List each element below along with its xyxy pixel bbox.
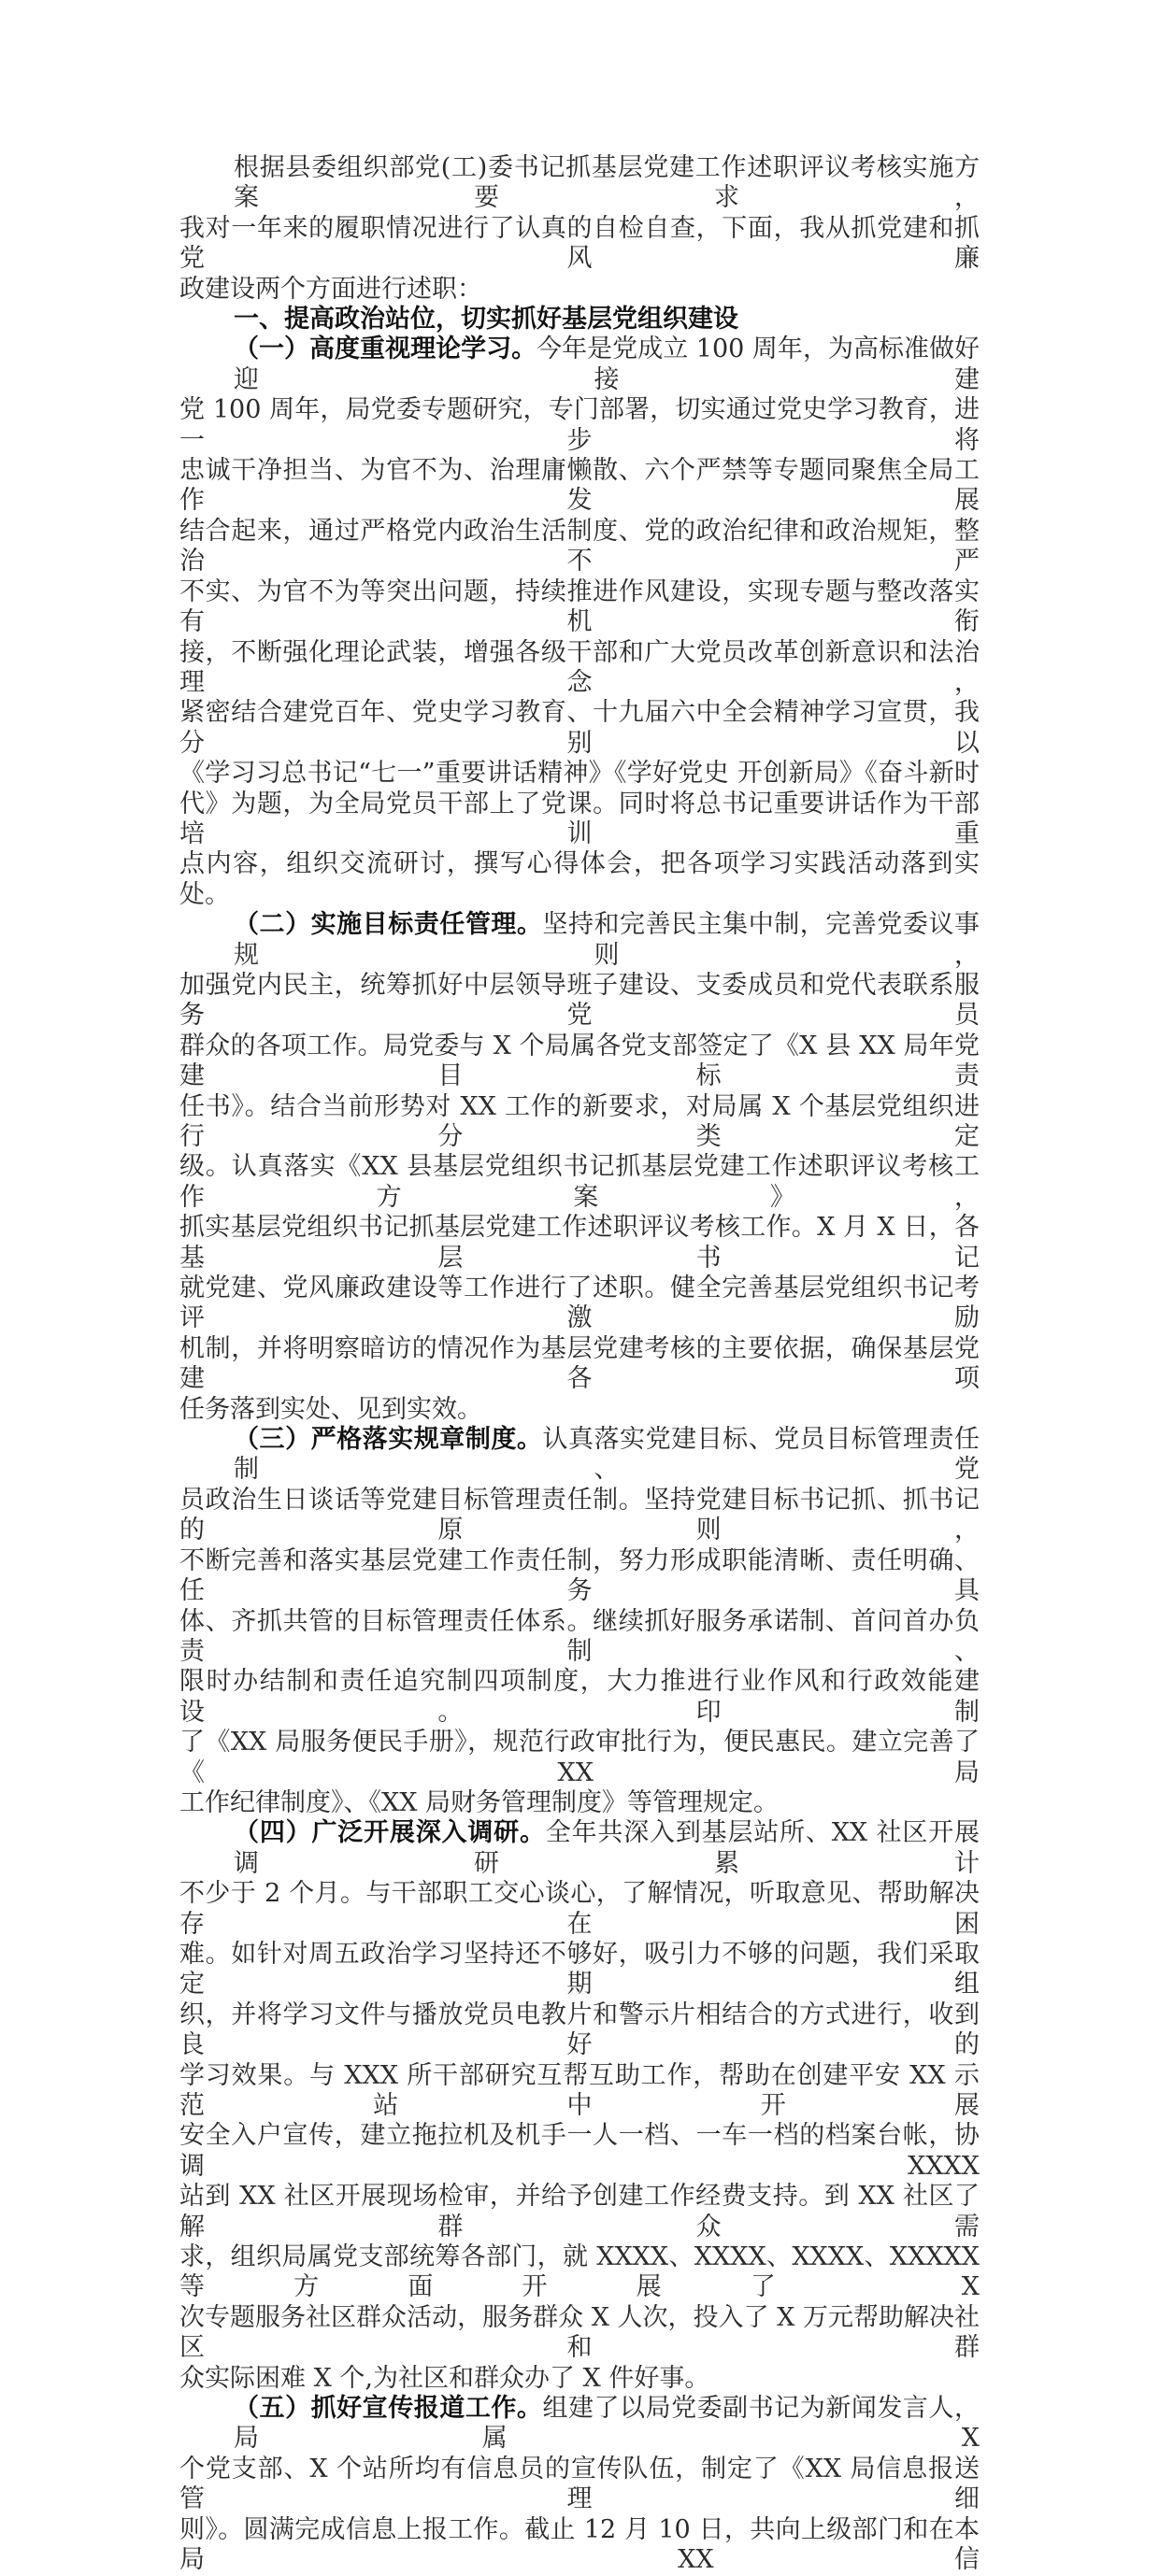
text-line: 工作纪律制度》、《XX 局财务管理制度》等管理规定。 (179, 1787, 780, 1817)
text-line: 求，组织局属党支部统筹各部门，就 XXXX、XXXX、XXXX、XXXXX 等方面开展了 X (179, 2242, 980, 2302)
subsection-paragraph (179, 334, 980, 910)
text-line (179, 910, 980, 971)
text-line: 个党支部、X 个站所均有信息员的宣传队伍，制定了《XX 局信息报送管理细 (179, 2454, 980, 2514)
text-line: 任务落到实处、见到实效。 (179, 1394, 482, 1424)
text-line: 次专题服务社区群众活动，服务群众 X 人次，投入了 X 万元帮助解决社区和群 (179, 2302, 980, 2363)
text-line: 任书》。结合当前形势对 XX 工作的新要求，对局属 X 个基层党组织进行分类定 (179, 1091, 980, 1151)
subsection-paragraph (179, 910, 980, 1425)
text-line: 结合起来，通过严格党内政治生活制度、党的政治纪律和政治规矩，整治不严 (179, 516, 980, 576)
text-line: 不实、为官不为等突出问题，持续推进作风建设，实现专题与整改落实有机衔 (179, 576, 980, 637)
text-line: 限时办结制和责任追究制四项制度，大力推进行业作风和行政效能建设。印制 (179, 1667, 980, 1727)
document-body (179, 153, 980, 2576)
text-line: 学习效果。与 XXX 所干部研究互帮互助工作，帮助在创建平安 XX 示范站中开展 (179, 2060, 980, 2120)
subsection-title: （一）高度重视理论学习。 (234, 334, 537, 364)
text-line: 《学习习总书记“七一”重要讲话精神》《学好党史 开创新局》《奋斗新时 (179, 759, 980, 789)
text-run: 认真落实党建目标、党员目标管理责任制、党 (234, 1425, 980, 1485)
text-line: 众实际困难 X 个,为社区和群众办了 X 件好事。 (179, 2363, 710, 2393)
text-line: 难。如针对周五政治学习坚持还不够好，吸引力不够的问题，我们采取定期组 (179, 1939, 980, 2000)
text-line: 我对一年来的履职情况进行了认真的自检自查，下面，我从抓党建和抓党风廉 (179, 213, 980, 274)
text-line (179, 1425, 980, 1486)
subsection-title: （五）抓好宣传报道工作。 (234, 2394, 543, 2424)
text-run: 坚持和完善民主集中制，完善党委议事规则， (234, 910, 980, 970)
text-line: 不少于 2 个月。与干部职工交心谈心，了解情况，听取意见、帮助解决存在困 (179, 1879, 980, 1939)
subsection-title: （二）实施目标责任管理。 (234, 910, 543, 940)
subsection-paragraph (179, 1425, 980, 1818)
text-line: 忠诚干净担当、为官不为、治理庸懒散、六个严禁等专题同聚焦全局工作发展 (179, 456, 980, 516)
text-line: 了《XX 局服务便民手册》，规范行政审批行为，便民惠民。建立完善了《XX 局 (179, 1728, 980, 1787)
text-line: 则》。圆满完成信息上报工作。截止 12 月 10 日，共向上级部门和在本局 XX 信 (179, 2514, 980, 2575)
text-line (179, 1818, 980, 1879)
intro-paragraph (179, 153, 980, 305)
text-line: 站到 XX 社区开展现场检审，并给予创建工作经费支持。到 XX 社区了解群众需 (179, 2182, 980, 2242)
text-line: 体、齐抓共管的目标管理责任体系。继续抓好服务承诺制、首问首办负责制、 (179, 1606, 980, 1666)
text-line: 群众的各项工作。局党委与 X 个局属各党支部签定了《X 县 XX 局年党建目标责 (179, 1031, 980, 1091)
text-line: 党 100 周年，局党委专题研究，专门部署，切实通过党史学习教育，进一步将 (179, 395, 980, 455)
text-line: 根据县委组织部党(工)委书记抓基层党建工作述职评议考核实施方案要求， (234, 153, 980, 213)
subsection-title: （三）严格落实规章制度。 (234, 1425, 543, 1455)
text-line: 机制，并将明察暗访的情况作为基层党建考核的主要依据，确保基层党建各项 (179, 1333, 980, 1394)
text-line: 加强党内民主，统筹抓好中层领导班子建设、支委成员和党代表联系服务党员 (179, 970, 980, 1031)
text-line: 点内容，组织交流研讨，撰写心得体会，把各项学习实践活动落到实处。 (179, 849, 980, 909)
text-line (179, 2394, 980, 2455)
text-line: 代》为题，为全局党员干部上了党课。同时将总书记重要讲话作为干部培训重 (179, 789, 980, 848)
text-run: 全年共深入到基层站所、XX 社区开展调研累计 (234, 1818, 980, 1878)
text-line: 安全入户宣传，建立拖拉机及机手一人一档、一车一档的档案台帐，协调 XXXX (179, 2121, 980, 2181)
text-line: 接，不断强化理论武装，增强各级干部和广大党员改革创新意识和法治理念， (179, 637, 980, 697)
text-run: 组建了以局党委副书记为新闻发言人，局属 X (234, 2394, 980, 2454)
text-line: 织，并将学习文件与播放党员电教片和警示片相结合的方式进行，收到良好的 (179, 2000, 980, 2060)
text-line: 政建设两个方面进行述职： (179, 274, 482, 304)
subsection-paragraph (179, 2394, 980, 2575)
text-line: 抓实基层党组织书记抓基层党建工作述职评议考核工作。X 月 X 日，各基层书记 (179, 1213, 980, 1273)
text-line (179, 334, 980, 395)
text-line: 级。认真落实《XX 县基层党组织书记抓基层党建工作述职评议考核工作方案》， (179, 1152, 980, 1212)
text-line: 紧密结合建党百年、党史学习教育、十九届六中全会精神学习宣贯，我分别以 (179, 698, 980, 758)
text-line: 员政治生日谈话等党建目标管理责任制。坚持党建目标书记抓、抓书记的原则， (179, 1485, 980, 1545)
text-line: 不断完善和落实基层党建工作责任制，努力形成职能清晰、责任明确、任务具 (179, 1545, 980, 1606)
section-heading: 一、提高政治站位，切实抓好基层党组织建设 (234, 305, 738, 334)
text-line: 就党建、党风廉政建设等工作进行了述职。健全完善基层党组织书记考评激励 (179, 1274, 980, 1333)
subsection-title: （四）广泛开展深入调研。 (234, 1818, 546, 1848)
subsection-paragraph (179, 1818, 980, 2394)
text-run: 今年是党成立 100 周年，为高标准做好迎接建 (234, 334, 980, 394)
